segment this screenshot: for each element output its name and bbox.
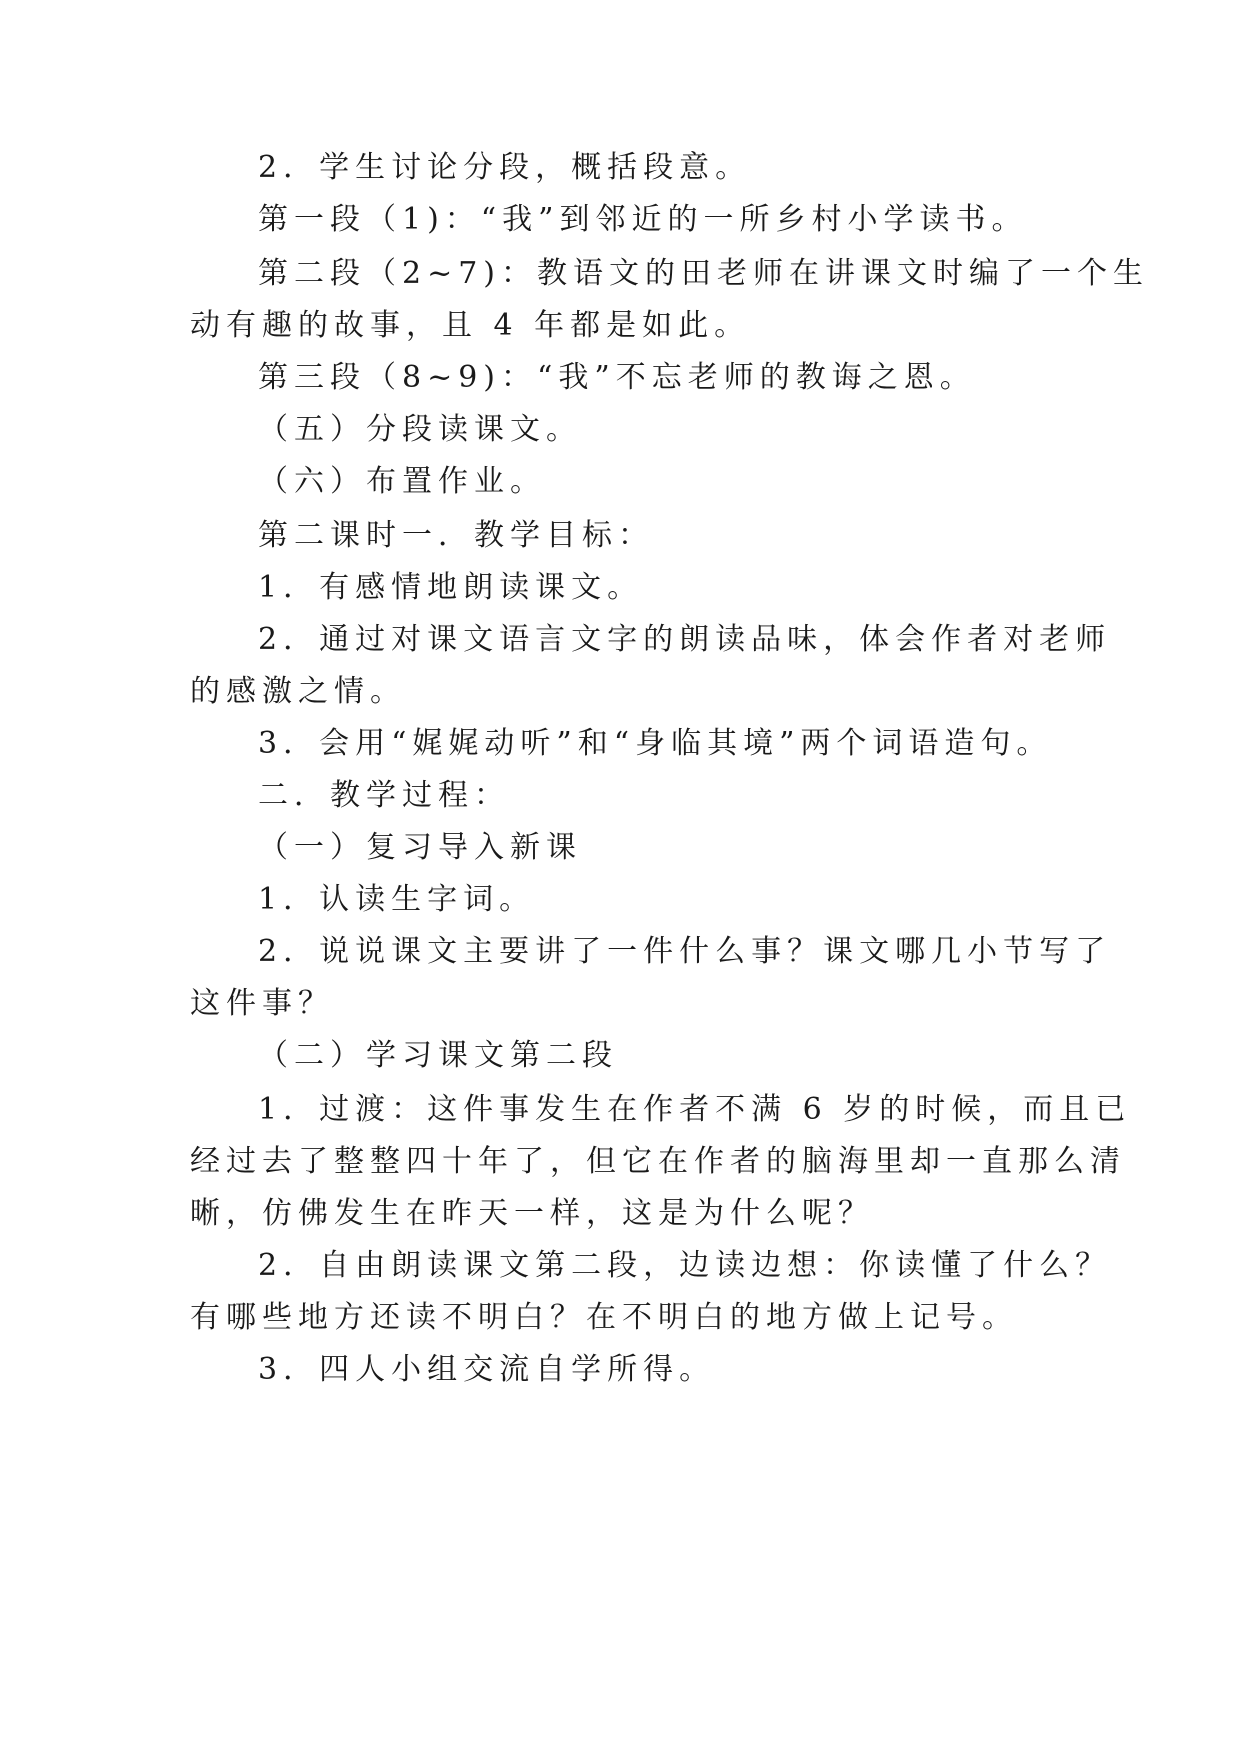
text-line-19: 1．过渡：这件事发生在作者不满 6 岁的时候，而且已 [258,1092,1132,1127]
text-line-5: 第三段（8~9)：“我”不忘老师的教诲之恩。 [258,360,976,395]
text-line-22: 2．自由朗读课文第二段，边读边想：你读懂了什么？ [258,1248,1112,1283]
text-line-20: 经过去了整整四十年了，但它在作者的脑海里却一直那么清 [190,1144,1126,1179]
text-line-12: 3．会用“娓娓动听”和“身临其境”两个词语造句。 [258,726,1053,761]
text-line-17: 这件事？ [190,986,334,1021]
text-line-23: 有哪些地方还读不明白？在不明白的地方做上记号。 [190,1300,1018,1335]
text-line-24: 3．四人小组交流自学所得。 [258,1352,716,1387]
text-line-15: 1．认读生字词。 [258,882,536,917]
text-line-18: （二）学习课文第二段 [258,1038,618,1073]
text-line-2: 第一段（1)：“我”到邻近的一所乡村小学读书。 [258,202,1028,237]
text-line-8: 第二课时一．教学目标： [258,518,654,553]
text-line-10: 2．通过对课文语言文字的朗读品味，体会作者对老师 [258,622,1112,657]
text-line-7: （六）布置作业。 [258,464,546,499]
text-line-21: 晰，仿佛发生在昨天一样，这是为什么呢？ [190,1196,874,1231]
text-line-16: 2．说说课文主要讲了一件什么事？课文哪几小节写了 [258,934,1112,969]
text-line-11: 的感激之情。 [190,674,406,709]
text-line-6: （五）分段读课文。 [258,412,582,447]
text-line-14: （一）复习导入新课 [258,830,582,865]
text-line-1: 2．学生讨论分段，概括段意。 [258,150,752,185]
text-line-3: 第二段（2~7)：教语文的田老师在讲课文时编了一个生 [258,256,1150,291]
text-line-9: 1．有感情地朗读课文。 [258,570,644,605]
text-line-4: 动有趣的故事，且 4 年都是如此。 [190,308,751,343]
text-line-13: 二．教学过程： [258,778,510,813]
